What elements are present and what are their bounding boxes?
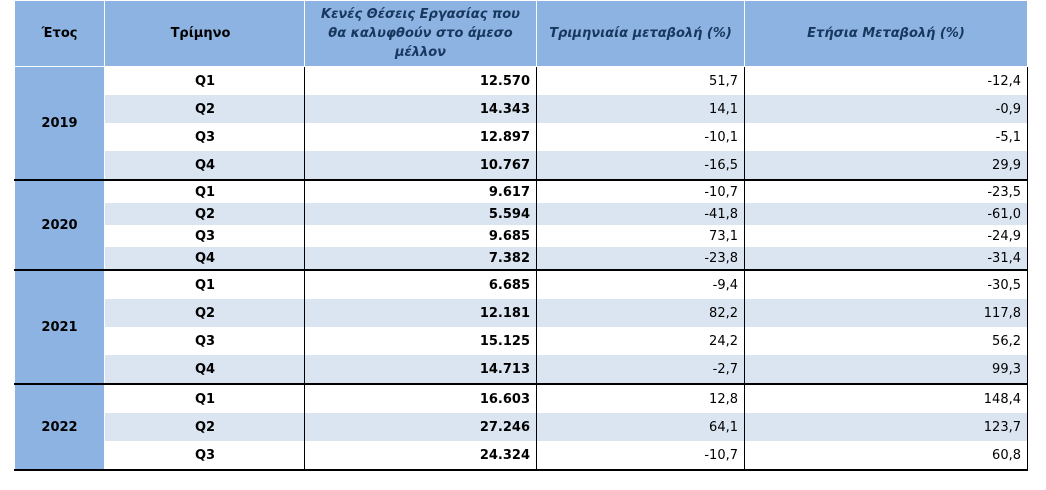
- quarterly-change-cell: 12,8: [537, 384, 745, 413]
- vacancies-cell: 12.181: [305, 299, 537, 327]
- annual-change-cell: 148,4: [745, 384, 1028, 413]
- quarter-cell: Q4: [105, 247, 305, 270]
- annual-change-cell: -31,4: [745, 247, 1028, 270]
- vacancies-table-container: [14, 0, 1028, 471]
- quarter-cell: Q3: [105, 441, 305, 470]
- quarter-cell: Q3: [105, 123, 305, 151]
- vacancies-cell: 9.617: [305, 180, 537, 203]
- year-cell: 2019: [15, 67, 105, 181]
- quarter-cell: Q4: [105, 151, 305, 180]
- table-row: [15, 327, 1028, 355]
- table-body: [15, 67, 1028, 471]
- table-row: [15, 413, 1028, 441]
- year-cell: 2021: [15, 270, 105, 384]
- vacancies-cell: 12.570: [305, 67, 537, 96]
- vacancies-cell: 15.125: [305, 327, 537, 355]
- annual-change-cell: 123,7: [745, 413, 1028, 441]
- annual-change-cell: 117,8: [745, 299, 1028, 327]
- quarterly-change-cell: -23,8: [537, 247, 745, 270]
- vacancies-cell: 14.343: [305, 95, 537, 123]
- table-row: [15, 270, 1028, 299]
- quarterly-change-cell: -10,7: [537, 180, 745, 203]
- vacancies-table: [14, 0, 1028, 471]
- quarterly-change-cell: -9,4: [537, 270, 745, 299]
- vacancies-cell: 10.767: [305, 151, 537, 180]
- quarter-cell: Q1: [105, 270, 305, 299]
- header-annual-change: Ετήσια Μεταβολή (%): [745, 1, 1028, 67]
- quarterly-change-cell: 73,1: [537, 225, 745, 247]
- annual-change-cell: 56,2: [745, 327, 1028, 355]
- annual-change-cell: -12,4: [745, 67, 1028, 96]
- header-quarterly-change: Τριμηνιαία μεταβολή (%): [537, 1, 745, 67]
- table-row: [15, 95, 1028, 123]
- table-row: [15, 225, 1028, 247]
- quarterly-change-cell: 14,1: [537, 95, 745, 123]
- header-vacancies: Κενές Θέσεις Εργασίας που θα καλυφθούν στο άμεσο μέλλον: [305, 1, 537, 67]
- vacancies-cell: 14.713: [305, 355, 537, 384]
- annual-change-cell: -23,5: [745, 180, 1028, 203]
- quarter-cell: Q1: [105, 180, 305, 203]
- quarter-cell: Q2: [105, 95, 305, 123]
- annual-change-cell: 60,8: [745, 441, 1028, 470]
- vacancies-cell: 27.246: [305, 413, 537, 441]
- year-cell: 2022: [15, 384, 105, 470]
- quarterly-change-cell: 82,2: [537, 299, 745, 327]
- header-year: Έτος: [15, 1, 105, 67]
- vacancies-cell: 6.685: [305, 270, 537, 299]
- vacancies-cell: 12.897: [305, 123, 537, 151]
- annual-change-cell: -5,1: [745, 123, 1028, 151]
- table-row: [15, 180, 1028, 203]
- annual-change-cell: 29,9: [745, 151, 1028, 180]
- vacancies-cell: 16.603: [305, 384, 537, 413]
- annual-change-cell: -61,0: [745, 203, 1028, 225]
- quarterly-change-cell: 24,2: [537, 327, 745, 355]
- annual-change-cell: 99,3: [745, 355, 1028, 384]
- vacancies-cell: 5.594: [305, 203, 537, 225]
- table-row: [15, 67, 1028, 96]
- quarterly-change-cell: -41,8: [537, 203, 745, 225]
- table-row: [15, 203, 1028, 225]
- table-row: [15, 299, 1028, 327]
- quarterly-change-cell: -10,1: [537, 123, 745, 151]
- vacancies-cell: 7.382: [305, 247, 537, 270]
- quarter-cell: Q1: [105, 384, 305, 413]
- annual-change-cell: -24,9: [745, 225, 1028, 247]
- table-row: [15, 384, 1028, 413]
- annual-change-cell: -0,9: [745, 95, 1028, 123]
- quarter-cell: Q4: [105, 355, 305, 384]
- table-row: [15, 151, 1028, 180]
- annual-change-cell: -30,5: [745, 270, 1028, 299]
- vacancies-cell: 9.685: [305, 225, 537, 247]
- header-row: [15, 1, 1028, 67]
- quarter-cell: Q2: [105, 299, 305, 327]
- header-quarter: Τρίμηνο: [105, 1, 305, 67]
- quarter-cell: Q2: [105, 203, 305, 225]
- quarterly-change-cell: -16,5: [537, 151, 745, 180]
- quarterly-change-cell: 51,7: [537, 67, 745, 96]
- vacancies-cell: 24.324: [305, 441, 537, 470]
- quarter-cell: Q3: [105, 327, 305, 355]
- table-row: [15, 123, 1028, 151]
- quarter-cell: Q3: [105, 225, 305, 247]
- quarterly-change-cell: -2,7: [537, 355, 745, 384]
- quarterly-change-cell: 64,1: [537, 413, 745, 441]
- table-row: [15, 355, 1028, 384]
- quarterly-change-cell: -10,7: [537, 441, 745, 470]
- table-row: [15, 441, 1028, 470]
- quarter-cell: Q1: [105, 67, 305, 96]
- quarter-cell: Q2: [105, 413, 305, 441]
- year-cell: 2020: [15, 180, 105, 270]
- table-row: [15, 247, 1028, 270]
